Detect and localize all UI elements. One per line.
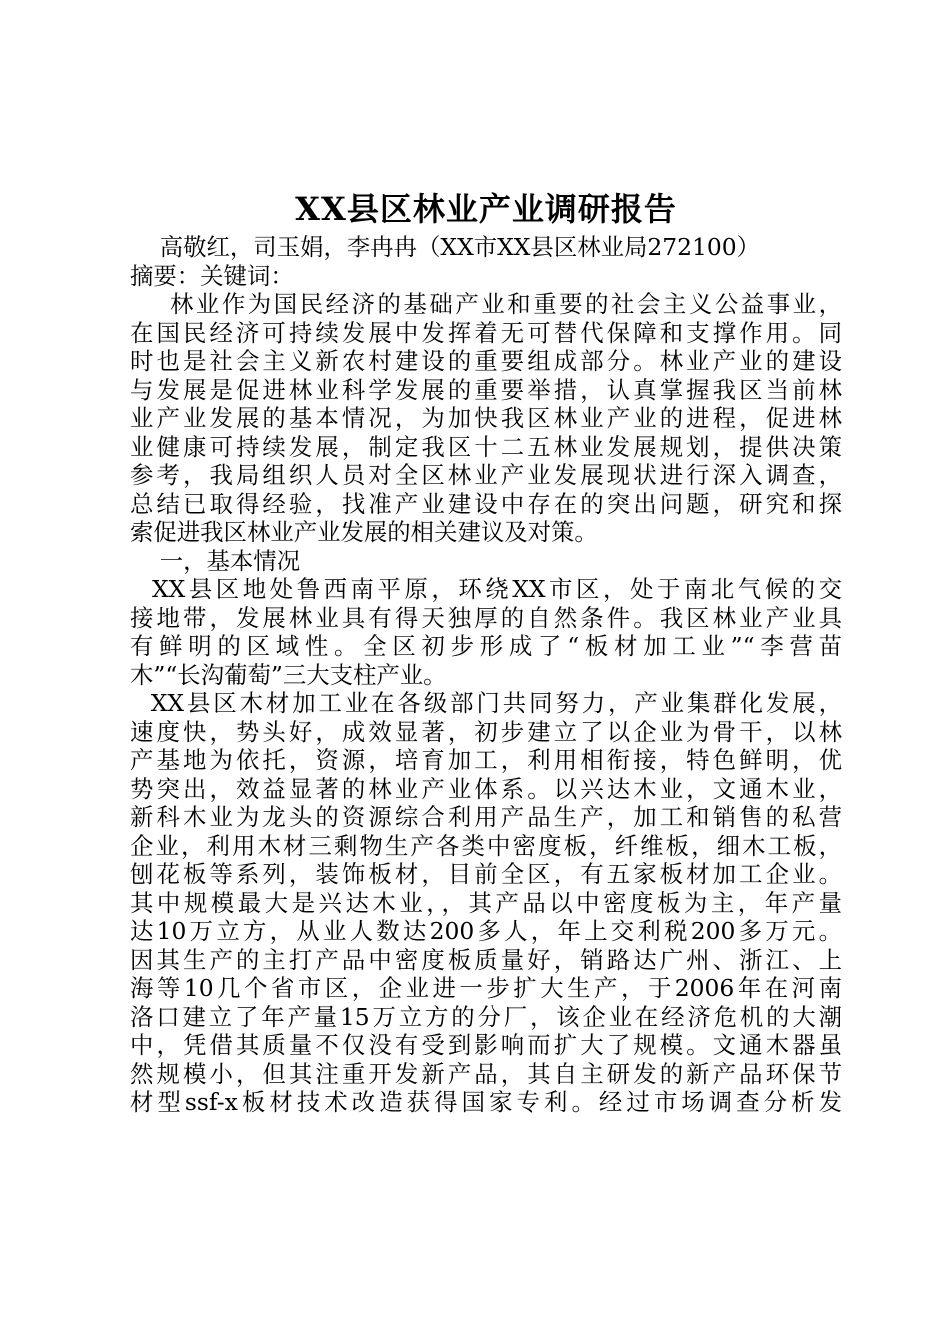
body-line: 摘要：关键词： — [130, 261, 294, 290]
body-line: 势突出，效益显著的林业产业体系。以兴达木业，文通木业， — [130, 774, 842, 803]
body-line: 业健康可持续发展，制定我区十二五林业发展规划，提供决策 — [130, 432, 842, 461]
body-line: 速度快，势头好，成效显著，初步建立了以企业为骨干，以林 — [130, 717, 842, 746]
body-line: XX县区地处鲁西南平原，环绕XX市区，处于南北气候的交 — [130, 575, 842, 603]
body-line: 索促进我区林业产业发展的相关建议及对策。 — [130, 518, 598, 546]
body-line: 在国民经济可持续发展中发挥着无可替代保障和支撑作用。同 — [130, 318, 842, 347]
body-line: 其中规模最大是兴达木业，，其产品以中密度板为主，年产量 — [130, 888, 842, 917]
body-line: 参考，我局组织人员对全区林业产业发展现状进行深入调查， — [130, 461, 842, 489]
body-line: 与发展是促进林业科学发展的重要举措，认真掌握我区当前林 — [130, 375, 842, 404]
body-line: 产基地为依托，资源，培育加工，利用相衔接，特色鲜明，优 — [130, 746, 842, 774]
body-line: 然规模小，但其注重开发新产品，其自主研发的新产品环保节 — [130, 1059, 842, 1088]
body-line: 高敬红，司玉娟，李冉冉（XX市XX县区林业局272100） — [130, 233, 761, 261]
body-line: 材型ssf-x板材技术改造获得国家专利。经过市场调查分析发 — [130, 1088, 842, 1116]
body-line: 刨花板等系列，装饰板材，目前全区，有五家板材加工企业。 — [130, 860, 842, 888]
body-line: 接地带，发展林业具有得天独厚的自然条件。我区林业产业具 — [130, 603, 842, 632]
body-line: 时也是社会主义新农村建设的重要组成部分。林业产业的建设 — [130, 347, 842, 375]
body-line: 总结已取得经验，找准产业建设中存在的突出问题，研究和探 — [130, 489, 842, 518]
body-line: 海等10几个省市区，企业进一步扩大生产，于2006年在河南 — [130, 974, 842, 1002]
body-line: 有鲜明的区域性。全区初步形成了“板材加工业”“李营苗 — [130, 632, 842, 660]
body-line: XX县区木材加工业在各级部门共同努力，产业集群化发展， — [130, 689, 842, 717]
body-line: 达10万立方，从业人数达200多人，年上交利税200多万元。 — [130, 917, 842, 945]
body-line: 新科木业为龙头的资源综合利用产品生产，加工和销售的私营 — [130, 803, 842, 831]
body-line: 洛口建立了年产量15万立方的分厂，该企业在经济危机的大潮 — [130, 1002, 842, 1031]
body-line: 业产业发展的基本情况，为加快我区林业产业的进程，促进林 — [130, 404, 842, 432]
document-page — [130, 185, 842, 1117]
body-line: 中，凭借其质量不仅没有受到影响而扩大了规模。文通木器虽 — [130, 1031, 842, 1059]
body-line: 木”“长沟葡萄”三大支柱产业。 — [130, 660, 447, 689]
body-line: 因其生产的主打产品中密度板质量好，销路达广州、浙江、上 — [130, 945, 842, 974]
document-body — [130, 233, 842, 1117]
document-title: XX县区林业产业调研报告 — [295, 190, 677, 228]
body-line: 林业作为国民经济的基础产业和重要的社会主义公益事业， — [130, 290, 842, 318]
body-line: 一，基本情况 — [130, 546, 301, 575]
body-line: 企业，利用木材三剩物生产各类中密度板，纤维板，细木工板， — [130, 831, 842, 860]
